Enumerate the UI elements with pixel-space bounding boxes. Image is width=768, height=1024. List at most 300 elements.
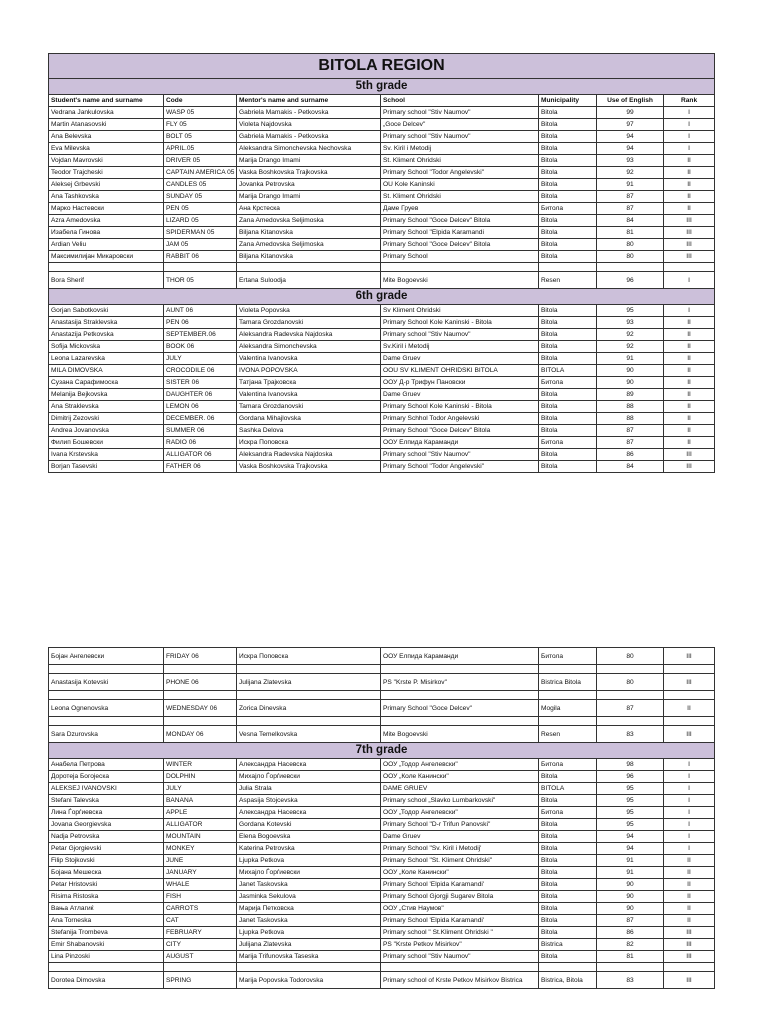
student-name-cell: Nadja Petrovska [49,831,164,843]
mentor-name-cell: Александра Насевска [237,759,381,771]
code-cell: CANDLES 05 [164,179,237,191]
rank-cell: II [664,179,715,191]
rank-cell: II [664,437,715,449]
empty-cell [164,263,237,272]
code-cell: WHALE [164,879,237,891]
use-of-english-score-cell: 98 [597,759,664,771]
mentor-name-cell: Marija Drango Imami [237,155,381,167]
column-header-use-of-english-score: Use of English [597,95,664,107]
school-cell: Primary School "St. Kliment Ohridski" [381,855,539,867]
rank-cell: II [664,365,715,377]
code-cell: JANUARY [164,867,237,879]
school-cell: Даме Груев [381,203,539,215]
code-cell: BANANA [164,795,237,807]
rank-cell: II [664,377,715,389]
region-title-row [49,54,715,79]
student-name-cell: Stefanija Trombeva [49,927,164,939]
use-of-english-score-cell: 90 [597,879,664,891]
grade-heading-row [49,79,715,95]
school-cell: ООУ „Коле Канински" [381,867,539,879]
school-cell: St. Kliment Ohridski [381,191,539,203]
code-cell: SPIDERMAN 05 [164,227,237,239]
table-row [49,329,715,341]
table-row [49,951,715,963]
student-name-cell: Petar Hristovski [49,879,164,891]
code-cell: JAM 05 [164,239,237,251]
code-cell: ALLIGATOR 06 [164,449,237,461]
school-cell: Primary School 'Elpida Karamandi' [381,915,539,927]
municipality-cell: BITOLA [539,365,597,377]
empty-cell [164,717,237,726]
school-cell: Primary School "Goce Delcev" Bitola [381,239,539,251]
code-cell: FLY 05 [164,119,237,131]
rank-cell: III [664,927,715,939]
use-of-english-score-cell: 86 [597,927,664,939]
code-cell: BOLT 05 [164,131,237,143]
mentor-name-cell: Marija Drango Imami [237,191,381,203]
student-name-cell: Bora Sherif [49,272,164,289]
rank-cell: I [664,143,715,155]
code-cell: LIZARD 05 [164,215,237,227]
school-cell: Primary school "Stiv Naumov" [381,329,539,341]
school-cell: Primary School "Todor Angelevski" [381,461,539,473]
empty-cell [381,717,539,726]
municipality-cell: Битола [539,759,597,771]
empty-cell [49,963,164,972]
municipality-cell: Bitola [539,461,597,473]
table-row [49,449,715,461]
student-name-cell: Azra Amedovska [49,215,164,227]
mentor-name-cell: Biljana Kitanovska [237,227,381,239]
empty-cell [539,665,597,674]
use-of-english-score-cell: 94 [597,843,664,855]
school-cell: Primary Schhol Todor Angelevski [381,413,539,425]
table-row [49,771,715,783]
mentor-name-cell: Zorica Dinevska [237,700,381,717]
rank-cell: II [664,203,715,215]
school-cell: Primary school "Stiv Naumov" [381,107,539,119]
use-of-english-score-cell: 91 [597,855,664,867]
table-row [49,855,715,867]
school-cell: Dame Gruev [381,353,539,365]
rank-cell: III [664,251,715,263]
rank-cell: III [664,239,715,251]
use-of-english-score-cell: 93 [597,155,664,167]
empty-cell [381,263,539,272]
school-cell: OU Kole Kaninski [381,179,539,191]
student-name-cell: Марко Настевски [49,203,164,215]
rank-cell: II [664,155,715,167]
municipality-cell: Bitola [539,389,597,401]
mentor-name-cell: Violeta Najdovska [237,119,381,131]
rank-cell: I [664,843,715,855]
mentor-name-cell: Михајло Ѓорѓиевски [237,867,381,879]
grade-heading: 5th grade [49,79,715,95]
school-cell: Primary School "Sv. Kiril i Metodij' [381,843,539,855]
code-cell: WEDNESDAY 06 [164,700,237,717]
column-header-code: Code [164,95,237,107]
code-cell: ALLIGATOR [164,819,237,831]
municipality-cell: Bitola [539,795,597,807]
mentor-name-cell: Katerina Petrovska [237,843,381,855]
table-row [49,972,715,989]
rank-cell: II [664,413,715,425]
use-of-english-score-cell: 97 [597,119,664,131]
mentor-name-cell: Sashka Delova [237,425,381,437]
mentor-name-cell: Janet Taskovska [237,915,381,927]
mentor-name-cell: Aleksandra Simonchevska [237,341,381,353]
rank-cell: II [664,341,715,353]
code-cell: DAUGHTER 06 [164,389,237,401]
empty-cell [664,717,715,726]
code-cell: APRIL.05 [164,143,237,155]
school-cell: Primary School "Todor Angelevski" [381,167,539,179]
municipality-cell: Bitola [539,891,597,903]
school-cell: ООУ „Стив Наумов" [381,903,539,915]
table-row [49,867,715,879]
code-cell: DECEMBER. 06 [164,413,237,425]
use-of-english-score-cell: 83 [597,726,664,743]
municipality-cell: Bistrica Bitola [539,674,597,691]
school-cell: ООУ „Тодор Ангелевски" [381,807,539,819]
table-row [49,341,715,353]
student-name-cell: Stefani Talevska [49,795,164,807]
mentor-name-cell: Ertana Suloodja [237,272,381,289]
table-row [49,648,715,665]
empty-cell [237,691,381,700]
rank-cell: II [664,191,715,203]
student-name-cell: Leona Lazarevska [49,353,164,365]
municipality-cell: Bitola [539,401,597,413]
use-of-english-score-cell: 81 [597,227,664,239]
school-cell: Sv Kliment Ohridski [381,305,539,317]
municipality-cell: Bitola [539,227,597,239]
mentor-name-cell: Gabriela Mamakis - Petkovska [237,107,381,119]
school-cell: Primary school " St.Kliment Ohridski " [381,927,539,939]
code-cell: FATHER 06 [164,461,237,473]
mentor-name-cell: Vesna Temelkovska [237,726,381,743]
school-cell: Sv.Kiril i Metodij [381,341,539,353]
code-cell: CAT [164,915,237,927]
use-of-english-score-cell: 89 [597,389,664,401]
mentor-name-cell: Vaska Boshkovska Trajkovska [237,167,381,179]
school-cell: DAME GRUEV [381,783,539,795]
code-cell: PHONE 06 [164,674,237,691]
rank-cell: III [664,227,715,239]
school-cell: Primary School 'Elpida Karamandi' [381,879,539,891]
municipality-cell: Mogila [539,700,597,717]
empty-cell [539,717,597,726]
rank-cell: I [664,795,715,807]
table-row [49,700,715,717]
student-name-cell: Ana Torneska [49,915,164,927]
student-name-cell: Gorjan Sabotkovski [49,305,164,317]
mentor-name-cell: Искра Поповска [237,437,381,449]
empty-cell [237,963,381,972]
code-cell: RABBIT 06 [164,251,237,263]
school-cell: Primary School "D-r Trifun Panovski" [381,819,539,831]
code-cell: DRIVER 05 [164,155,237,167]
rank-cell: I [664,831,715,843]
table-row [49,227,715,239]
empty-cell [664,691,715,700]
mentor-name-cell: Vaska Boshkovska Trajkovska [237,461,381,473]
municipality-cell: Bitola [539,425,597,437]
school-cell: Primary School Kole Kaninski - Bitola [381,401,539,413]
mentor-name-cell: Александра Насевска [237,807,381,819]
blank-row [49,691,715,700]
mentor-name-cell: Valentina Ivanovska [237,389,381,401]
grade-heading-row [49,743,715,759]
mentor-name-cell: Ана Крстеска [237,203,381,215]
region-title: BITOLA REGION [49,54,715,79]
table-row [49,927,715,939]
student-name-cell: Lina Pinzoski [49,951,164,963]
empty-cell [664,963,715,972]
municipality-cell: Битола [539,807,597,819]
table-row [49,119,715,131]
table-row [49,759,715,771]
code-cell: WASP 05 [164,107,237,119]
empty-cell [664,263,715,272]
use-of-english-score-cell: 84 [597,461,664,473]
empty-cell [164,691,237,700]
use-of-english-score-cell: 91 [597,179,664,191]
municipality-cell: Bitola [539,155,597,167]
use-of-english-score-cell: 92 [597,341,664,353]
rank-cell: I [664,807,715,819]
empty-cell [597,717,664,726]
rank-cell: I [664,759,715,771]
use-of-english-score-cell: 87 [597,700,664,717]
use-of-english-score-cell: 90 [597,891,664,903]
municipality-cell: BITOLA [539,783,597,795]
school-cell: ООУ „Коле Канински" [381,771,539,783]
code-cell: RADIO 06 [164,437,237,449]
use-of-english-score-cell: 87 [597,191,664,203]
mentor-name-cell: IVONA POPOVSKA [237,365,381,377]
rank-cell: III [664,449,715,461]
school-cell: Primary school "Stiv Naumov" [381,449,539,461]
school-cell: Primary school „Slavko Lumbarkovski" [381,795,539,807]
use-of-english-score-cell: 96 [597,771,664,783]
mentor-name-cell: Tamara Grozdanovski [237,401,381,413]
mentor-name-cell: Julia Strala [237,783,381,795]
rank-cell: III [664,648,715,665]
school-cell: Dame Gruev [381,831,539,843]
rank-cell: I [664,305,715,317]
student-name-cell: Filip Stojkovski [49,855,164,867]
code-cell: BOOK 06 [164,341,237,353]
mentor-name-cell: Valentina Ivanovska [237,353,381,365]
student-name-cell: Сузана Сарафимоска [49,377,164,389]
school-cell: Dame Gruev [381,389,539,401]
student-name-cell: Melanija Bejkovska [49,389,164,401]
use-of-english-score-cell: 90 [597,903,664,915]
municipality-cell: Bitola [539,107,597,119]
rank-cell: II [664,867,715,879]
mentor-name-cell: Искра Поповска [237,648,381,665]
rank-cell: II [664,353,715,365]
mentor-name-cell: Elena Bogoevska [237,831,381,843]
results-sheet-page-bottom [48,647,714,989]
municipality-cell: Bitola [539,329,597,341]
student-name-cell: Доротеја Богојеска [49,771,164,783]
student-name-cell: Ana Straklevska [49,401,164,413]
empty-cell [597,963,664,972]
use-of-english-score-cell: 86 [597,449,664,461]
results-table-top [48,53,715,473]
school-cell: OOU SV KLIMENT OHRIDSKI BITOLA [381,365,539,377]
blank-row [49,963,715,972]
table-row [49,807,715,819]
empty-cell [597,263,664,272]
use-of-english-score-cell: 87 [597,915,664,927]
mentor-name-cell: Zana Amedovska Seljimoska [237,215,381,227]
results-table-bottom [48,647,715,989]
rank-cell: I [664,119,715,131]
municipality-cell: Bitola [539,317,597,329]
mentor-name-cell: Jasminka Sekulova [237,891,381,903]
empty-cell [237,717,381,726]
mentor-name-cell: Михајло Ѓорѓиевски [237,771,381,783]
code-cell: FEBRUARY [164,927,237,939]
rank-cell: III [664,674,715,691]
municipality-cell: Bitola [539,167,597,179]
blank-row [49,717,715,726]
table-row [49,251,715,263]
student-name-cell: Petar Gjorgievski [49,843,164,855]
school-cell: St. Kliment Ohridski [381,155,539,167]
table-row [49,437,715,449]
rank-cell: II [664,317,715,329]
table-row [49,891,715,903]
mentor-name-cell: Marija Popovska Todorovska [237,972,381,989]
mentor-name-cell: Julijana Zlatevska [237,939,381,951]
code-cell: SUNDAY 05 [164,191,237,203]
table-row [49,131,715,143]
school-cell: Primary School "Goce Delcev" Bitola [381,215,539,227]
mentor-name-cell: Aleksandra Radevska Najdoska [237,449,381,461]
student-name-cell: ALEKSEJ IVANOVSKI [49,783,164,795]
student-name-cell: Ivana Krstevska [49,449,164,461]
column-header-mentor-name: Mentor's name and surname [237,95,381,107]
use-of-english-score-cell: 83 [597,972,664,989]
column-header-school: School [381,95,539,107]
empty-cell [237,263,381,272]
school-cell: PS "Krste Petkov Misirkov" [381,939,539,951]
table-row [49,179,715,191]
table-row [49,317,715,329]
municipality-cell: Resen [539,272,597,289]
school-cell: Primary school of Krste Petkov Misirkov Bistrica [381,972,539,989]
student-name-cell: Anastasija Kotevski [49,674,164,691]
code-cell: JULY [164,783,237,795]
empty-cell [597,691,664,700]
student-name-cell: Risima Ristoska [49,891,164,903]
code-cell: WINTER [164,759,237,771]
table-row [49,401,715,413]
code-cell: THOR 05 [164,272,237,289]
municipality-cell: Bitola [539,341,597,353]
empty-cell [49,691,164,700]
code-cell: AUGUST [164,951,237,963]
school-cell: ООУ Елпида Караманди [381,437,539,449]
municipality-cell: Bitola [539,843,597,855]
school-cell: Primary School [381,251,539,263]
empty-cell [381,665,539,674]
school-cell: PS "Krste P. Misirkov" [381,674,539,691]
municipality-cell: Bitola [539,305,597,317]
use-of-english-score-cell: 80 [597,239,664,251]
results-sheet-page-top [48,53,714,473]
mentor-name-cell: Татјана Трајковска [237,377,381,389]
code-cell: PEN 06 [164,317,237,329]
code-cell: CARROTS [164,903,237,915]
code-cell: DOLPHIN [164,771,237,783]
school-cell: Primary school "Stiv Naumov" [381,951,539,963]
table-row [49,903,715,915]
school-cell: Primary School "Goce Delcev" Bitola [381,425,539,437]
student-name-cell: Dimitrij Zezovski [49,413,164,425]
use-of-english-score-cell: 96 [597,272,664,289]
table-row [49,203,715,215]
student-name-cell: Vedrana Jankulovska [49,107,164,119]
code-cell: AUNT 06 [164,305,237,317]
table-row [49,726,715,743]
table-row [49,461,715,473]
code-cell: MONDAY 06 [164,726,237,743]
code-cell: JULY [164,353,237,365]
code-cell: CAPTAIN AMERICA 05 [164,167,237,179]
student-name-cell: Бојан Ангелевски [49,648,164,665]
empty-cell [49,665,164,674]
student-name-cell: Borjan Tasevski [49,461,164,473]
student-name-cell: Jovana Georgievska [49,819,164,831]
municipality-cell: Bistrica [539,939,597,951]
table-row [49,879,715,891]
code-cell: LEMON 06 [164,401,237,413]
mentor-name-cell: Jovanka Petrovska [237,179,381,191]
table-row [49,107,715,119]
rank-cell: II [664,903,715,915]
rank-cell: I [664,771,715,783]
empty-cell [664,665,715,674]
table-row [49,215,715,227]
use-of-english-score-cell: 87 [597,203,664,215]
student-name-cell: Anastasija Straklevska [49,317,164,329]
table-row [49,365,715,377]
rank-cell: III [664,215,715,227]
municipality-cell: Bitola [539,855,597,867]
code-cell: PEN 05 [164,203,237,215]
rank-cell: I [664,783,715,795]
use-of-english-score-cell: 95 [597,819,664,831]
grade-heading: 6th grade [49,289,715,305]
use-of-english-score-cell: 94 [597,131,664,143]
municipality-cell: Bitola [539,251,597,263]
table-row [49,425,715,437]
rank-cell: II [664,700,715,717]
student-name-cell: Анабела Петрова [49,759,164,771]
empty-cell [539,963,597,972]
rank-cell: III [664,939,715,951]
student-name-cell: Aleksej Grbevski [49,179,164,191]
student-name-cell: Вања Атлагиќ [49,903,164,915]
code-cell: FISH [164,891,237,903]
mentor-name-cell: Gordana Mihajlovska [237,413,381,425]
municipality-cell: Битола [539,377,597,389]
